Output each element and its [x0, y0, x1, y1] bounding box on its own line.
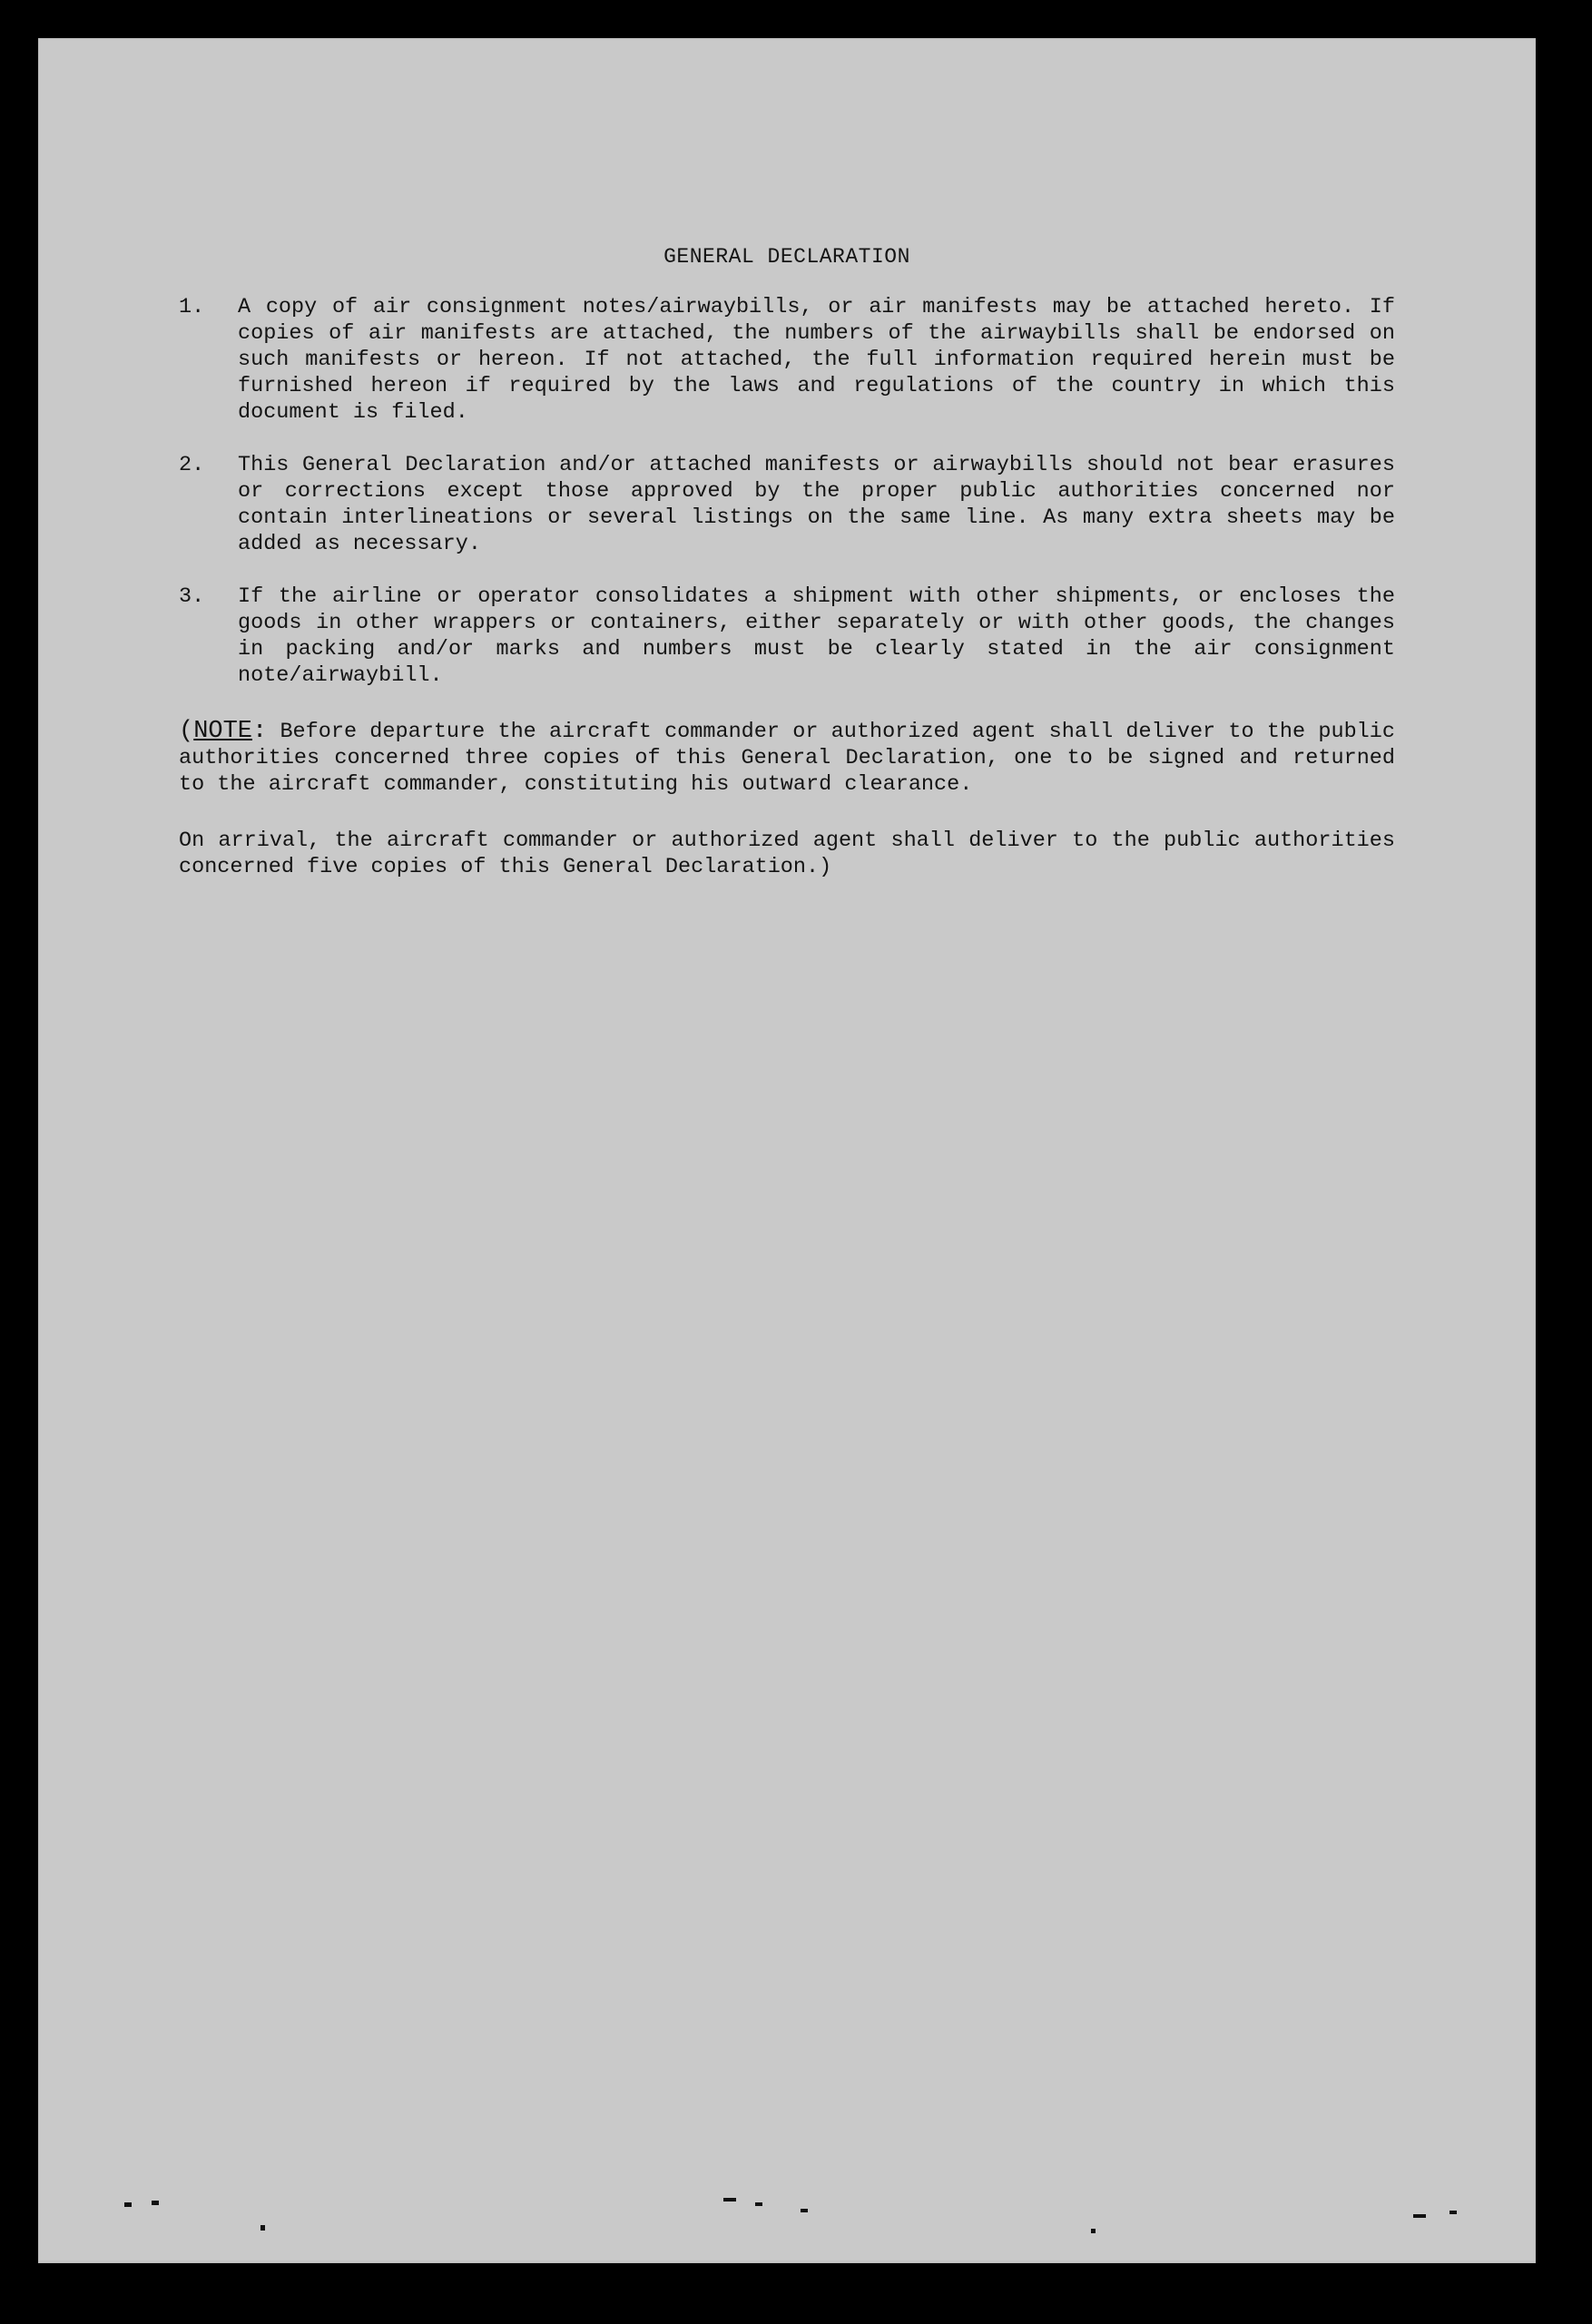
item-text: This General Declaration and/or attached manifests or airwaybills should not bear erasures or corrections except those approved by the proper public authorities concerned nor contain interlineations or several listings on the same line. As many extra sheets may be added as necessary.: [238, 453, 1395, 556]
item-number: 3.: [179, 584, 205, 609]
numbered-item-1: [179, 294, 1395, 426]
numbered-item-2: [179, 452, 1395, 557]
paper-tear: [601, 2280, 692, 2307]
note-colon: :: [252, 718, 268, 745]
note-open-paren: (: [179, 718, 194, 745]
item-text: If the airline or operator consolidates a shipment with other shipments, or encloses the goods in other wrappers or containers, either separately or with other goods, the changes in packing and/or marks and numbers must be clearly stated in the air consignment note/airwaybill.: [238, 584, 1395, 688]
item-number: 2.: [179, 453, 205, 477]
item-text: A copy of air consignment notes/airwaybills, or air manifests may be attached hereto. If copies of air manifests are attached, the numbers of the airwaybills shall be endorsed on such manifests or hereon. If not attached, the full information required herein must be furnished hereon if required by the laws and regulations of the country in which this document is filed.: [238, 295, 1395, 425]
scan-speck: [801, 2209, 808, 2212]
scan-speck: [1091, 2229, 1096, 2233]
item-number: 1.: [179, 295, 205, 319]
numbered-item-3: [179, 583, 1395, 689]
scan-speck: [124, 2202, 132, 2207]
arrival-paragraph: On arrival, the aircraft commander or authorized agent shall deliver to the public authorities concerned five copies of this General Declaration.): [179, 829, 1395, 879]
note-text: Before departure the aircraft commander or authorized agent shall deliver to the public authorities concerned three copies of this General Declaration, one to be signed and returned to the aircraft commander, constituting his outward clearance.: [179, 720, 1395, 797]
scan-speck: [755, 2202, 762, 2206]
scan-speck: [152, 2201, 159, 2205]
document-page: [38, 38, 1536, 2263]
scan-speck: [1450, 2211, 1457, 2214]
note-label: NOTE: [193, 718, 253, 745]
scan-speck: [1413, 2214, 1426, 2218]
note-paragraph: [179, 719, 1395, 798]
scan-speck: [723, 2198, 736, 2201]
scan-speck: [260, 2225, 265, 2231]
document-body: [179, 294, 1395, 907]
document-title: GENERAL DECLARATION: [663, 245, 910, 269]
